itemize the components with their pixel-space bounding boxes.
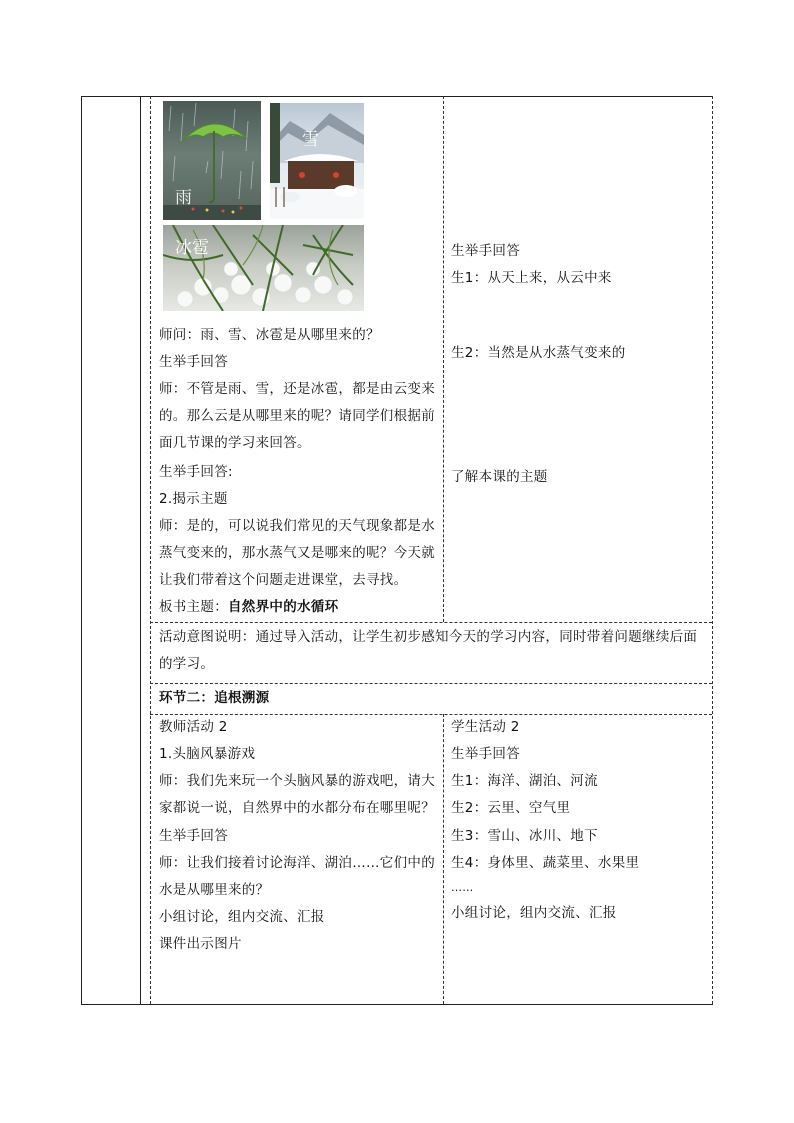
section2-teacher-line-4: 生举手回答 — [159, 828, 228, 844]
intent-line-1: 活动意图说明：通过导入活动，让学生初步感知今天的学习内容，同时带着问题继续后面 — [159, 629, 698, 645]
section2-teacher-line-3: 家都说一说，自然界中的水都分布在哪里呢？ — [159, 800, 435, 816]
section1-teacher-line-2: 生举手回答 — [159, 354, 228, 370]
section1-teacher-line-10: 让我们带着这个问题走进课堂，去寻找。 — [159, 572, 408, 588]
section2-student-line-4: 生3：雪山、冰川、地下 — [451, 828, 598, 844]
section1-teacher-line-3: 师：不管是雨、雪，还是冰雹，都是由云变来 — [159, 381, 435, 397]
board-title-prefix: 板书主题： — [159, 599, 228, 615]
section1-teacher-line-9: 蒸气变来的，那水蒸气又是哪来的呢？今天就 — [159, 545, 435, 561]
section2-teacher-line-1: 1.头脑风暴游戏 — [159, 746, 256, 762]
teacher-activity-header: 教师活动 2 — [159, 719, 228, 735]
section2-student-line-6: …… — [451, 881, 474, 894]
section1-teacher-line-4: 的。那么云是从哪里来的呢？请同学们根据前 — [159, 408, 435, 424]
section1-student-line-2: 生1：从天上来，从云中来 — [451, 270, 612, 286]
section2-student-line-2: 生1：海洋、湖泊、河流 — [451, 773, 598, 789]
section2-student-line-1: 生举手回答 — [451, 746, 520, 762]
table-top-border — [81, 96, 713, 97]
row-divider-3 — [150, 714, 712, 715]
snow-village-illustration — [270, 103, 364, 219]
section2-teacher-line-8: 课件出示图片 — [159, 936, 242, 952]
table-right-border — [712, 96, 713, 1004]
section2-student-line-3: 生2：云里、空气里 — [451, 800, 571, 816]
student-activity-header: 学生活动 2 — [451, 719, 520, 735]
section1-teacher-line-6: 生举手回答: — [159, 464, 233, 480]
table-column-divider-3 — [443, 96, 444, 622]
board-title-line — [159, 598, 338, 616]
section2-teacher-line-2: 师：我们先来玩一个头脑风暴的游戏吧，请大 — [159, 773, 435, 789]
board-title: 自然界中的水循环 — [228, 599, 339, 615]
table-bottom-border — [81, 1004, 713, 1005]
section1-teacher-line-1: 师问：雨、雪、冰雹是从哪里来的？ — [159, 327, 380, 343]
section2-student-line-7: 小组讨论，组内交流、汇报 — [451, 905, 617, 921]
section1-teacher-line-8: 师：是的，可以说我们常见的天气现象都是水 — [159, 518, 435, 534]
hail-label: 冰雹 — [175, 238, 209, 258]
rain-label: 雨 — [175, 188, 192, 208]
intent-line-2: 的学习。 — [159, 656, 215, 672]
rain-photo — [163, 101, 261, 220]
table-column-divider-3b — [443, 714, 444, 1004]
hail-photo — [163, 225, 364, 311]
section2-student-line-5: 生4：身体里、蔬菜里、水果里 — [451, 855, 640, 871]
table-column-divider-1 — [140, 96, 141, 1004]
section1-teacher-line-7: 2.揭示主题 — [159, 491, 228, 507]
table-column-divider-2 — [150, 96, 151, 1004]
row-divider-1 — [150, 622, 712, 623]
snow-photo — [270, 103, 364, 219]
row-divider-2 — [150, 683, 712, 684]
section1-student-line-4: 了解本课的主题 — [451, 469, 548, 485]
section2-teacher-line-5: 师：让我们接着讨论海洋、湖泊……它们中的 — [159, 855, 435, 871]
section1-student-line-3: 生2：当然是从水蒸气变来的 — [451, 345, 626, 361]
section2-heading: 环节二：追根溯源 — [159, 690, 270, 706]
section2-teacher-line-7: 小组讨论，组内交流、汇报 — [159, 909, 325, 925]
snow-label: 雪 — [302, 130, 319, 150]
section1-teacher-line-5: 面几节课的学习来回答。 — [159, 435, 311, 451]
section1-student-line-1: 生举手回答 — [451, 243, 520, 259]
table-left-border — [81, 96, 82, 1004]
section2-teacher-line-6: 水是从哪里来的？ — [159, 882, 270, 898]
